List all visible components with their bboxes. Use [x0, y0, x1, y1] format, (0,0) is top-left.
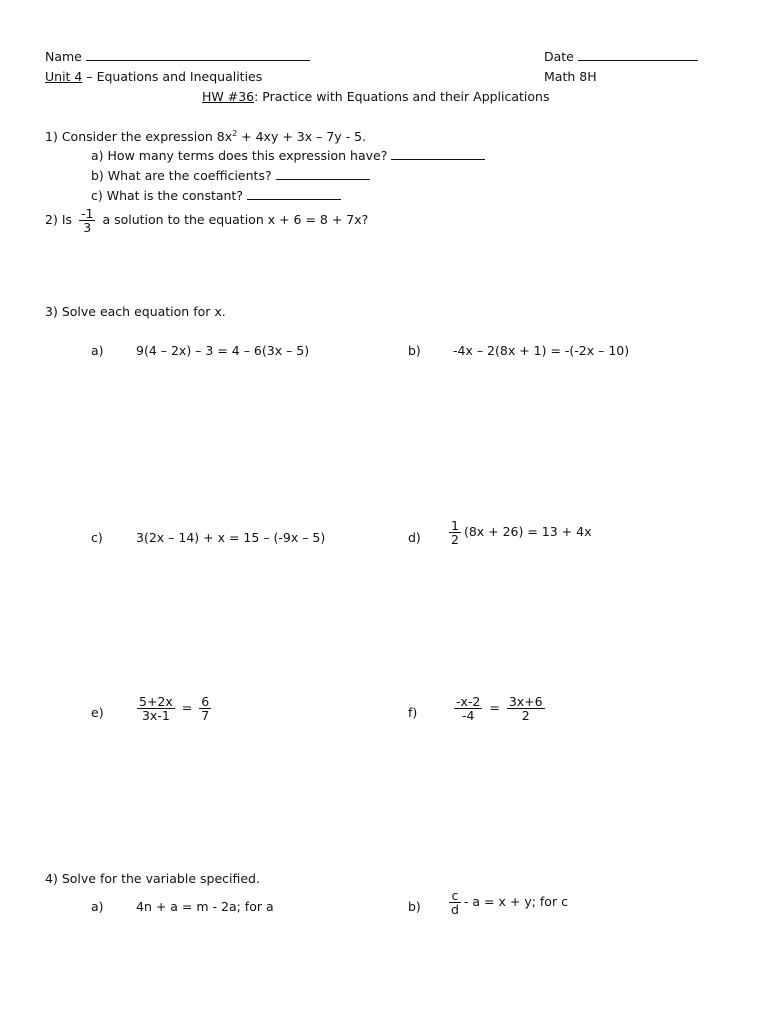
- q3e-equals: =: [181, 700, 193, 716]
- q1b-text: What are the coefficients?: [107, 168, 272, 183]
- name-field[interactable]: [86, 49, 310, 61]
- q3f-left-den: -4: [461, 708, 475, 724]
- q3e-right-fraction: [199, 695, 211, 722]
- q3f-right-num: 3x+6: [508, 694, 543, 709]
- date-label: Date: [544, 49, 574, 64]
- q4b-text: - a = x + y; for c: [463, 894, 568, 910]
- q1-text-after: + 4xy + 3x – 7y - 5.: [237, 129, 367, 144]
- q1a-answer-blank[interactable]: [391, 148, 485, 160]
- q3c-equation: 3(2x – 14) + x = 15 – (-9x – 5): [136, 530, 326, 545]
- q2-frac-num: -1: [81, 206, 94, 221]
- q4-instruction-line: [45, 871, 260, 886]
- name-line: [45, 49, 310, 64]
- hw-title: : Practice with Equations and their Applications: [254, 89, 550, 104]
- q4b-frac-den: d: [451, 902, 459, 918]
- q3d-label: d): [408, 530, 421, 545]
- q3f-right-fraction: [507, 695, 545, 722]
- q4b-frac-num: c: [449, 889, 461, 903]
- q3f-left-fraction: [454, 695, 482, 722]
- unit-label: Unit 4: [45, 69, 83, 84]
- q3f-left-num: -x-2: [456, 694, 481, 709]
- q3b-label: b): [408, 343, 421, 358]
- unit-heading: [45, 69, 262, 84]
- q3d-frac-den: 2: [451, 532, 459, 548]
- q1-prompt: [45, 129, 366, 144]
- q1-part-c: [91, 188, 341, 203]
- unit-title: – Equations and Inequalities: [82, 69, 263, 84]
- date-field[interactable]: [578, 49, 698, 61]
- q3a-label: a): [91, 343, 104, 358]
- q1a-text: How many terms does this expression have?: [107, 148, 388, 163]
- course-label: Math 8H: [544, 69, 597, 84]
- date-line: [544, 49, 698, 64]
- q1-part-b: [91, 168, 370, 183]
- q4a-label: a): [91, 899, 104, 914]
- q3f-equals: =: [489, 700, 500, 716]
- hw-label: HW #36: [202, 89, 255, 104]
- q3d-equation: [449, 519, 591, 546]
- q2-fraction: [79, 207, 95, 234]
- q1-part-a: [91, 148, 485, 163]
- q4-instruction: Solve for the variable specified.: [61, 871, 260, 886]
- q3-instruction: Solve each equation for x.: [61, 304, 226, 319]
- q3b-equation: -4x – 2(8x + 1) = -(-2x – 10): [453, 343, 630, 358]
- q3e-label: e): [91, 705, 104, 720]
- q3e-left-den: 3x-1: [141, 708, 170, 724]
- q1c-label: c): [91, 188, 103, 203]
- name-label: Name: [45, 49, 82, 64]
- q4b-fraction: [449, 889, 461, 916]
- q1-text-before: Consider the expression 8x: [61, 129, 233, 144]
- q3a-equation: 9(4 – 2x) – 3 = 4 – 6(3x – 5): [136, 343, 310, 358]
- q3e-right-den: 7: [201, 708, 210, 724]
- q1-exponent: 2: [232, 129, 238, 138]
- q1a-label: a): [91, 148, 104, 163]
- q3e-left-fraction: [137, 695, 175, 722]
- q1-number: 1): [45, 129, 58, 144]
- q3d-fraction: [449, 519, 461, 546]
- q3f-equation: [451, 695, 548, 722]
- q3d-frac-num: 1: [451, 518, 459, 533]
- q1b-answer-blank[interactable]: [276, 168, 370, 180]
- q3-instruction-line: [45, 304, 226, 319]
- q3e-right-num: 6: [201, 694, 210, 709]
- q4a-equation: 4n + a = m - 2a; for a: [136, 899, 274, 914]
- q2-frac-den: 3: [83, 220, 92, 236]
- q3e-left-num: 5+2x: [139, 694, 173, 709]
- q2-prefix: Is: [61, 212, 73, 228]
- q1b-label: b): [91, 168, 104, 183]
- q2-suffix: a solution to the equation x + 6 = 8 + 7x?: [102, 212, 369, 228]
- q2-number: 2): [45, 212, 58, 228]
- q4b-equation: [449, 889, 568, 916]
- q2-prompt: [45, 207, 368, 234]
- q3f-right-den: 2: [521, 708, 530, 724]
- q3c-label: c): [91, 530, 103, 545]
- q1c-answer-blank[interactable]: [247, 188, 341, 200]
- q3d-text: (8x + 26) = 13 + 4x: [463, 524, 592, 540]
- q3-number: 3): [45, 304, 58, 319]
- q4-number: 4): [45, 871, 58, 886]
- q1c-text: What is the constant?: [106, 188, 243, 203]
- q3e-equation: [134, 695, 214, 722]
- hw-heading: [202, 89, 550, 104]
- q3f-label: f): [408, 705, 418, 720]
- q4b-label: b): [408, 899, 421, 914]
